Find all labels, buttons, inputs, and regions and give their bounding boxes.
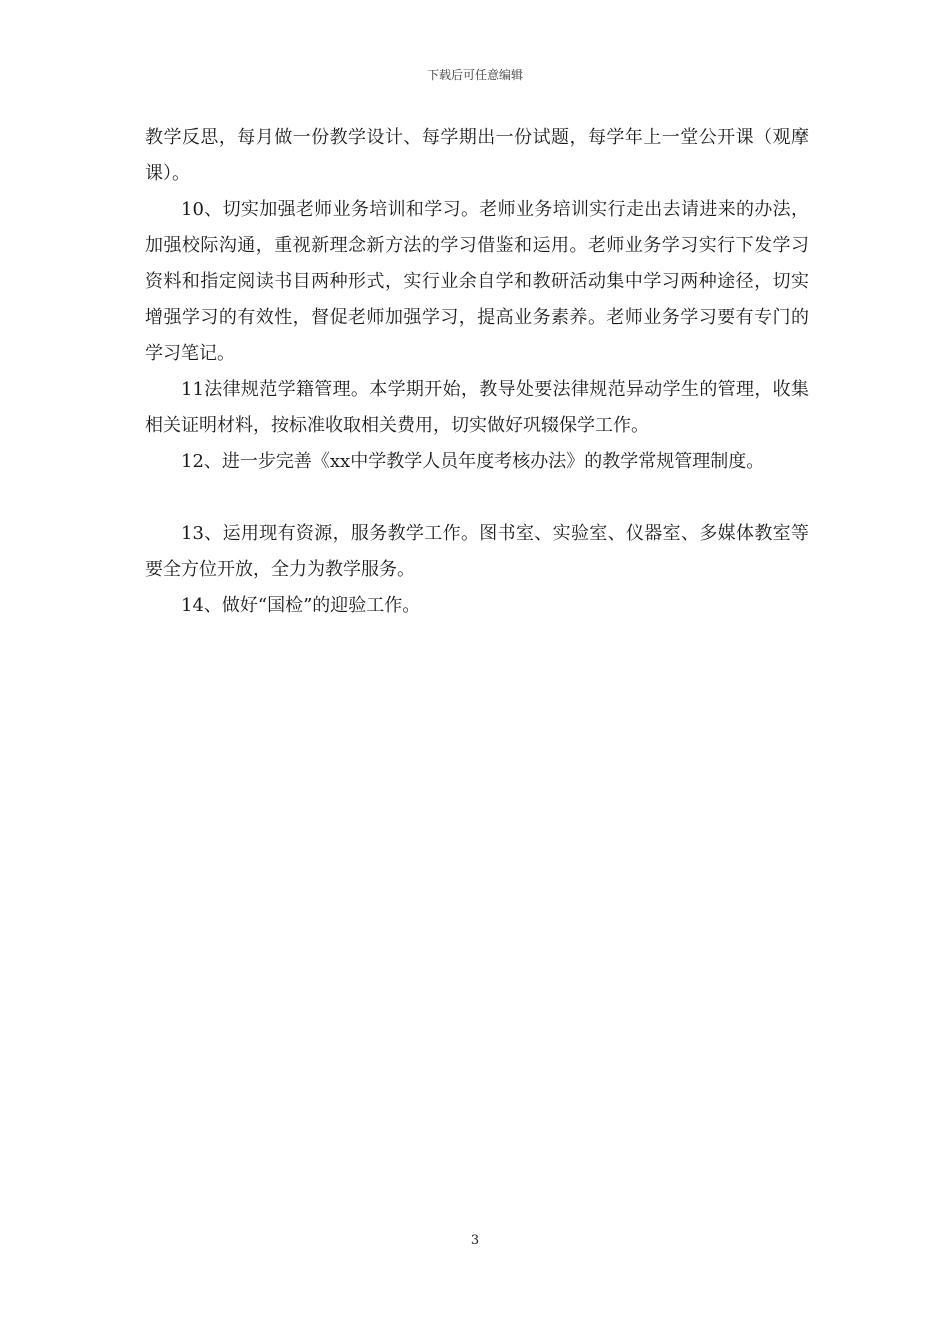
paragraph-item-10: 10、切实加强老师业务培训和学习。老师业务培训实行走出去请进来的办法，加强校际沟通，重视新理念新方法的学习借鉴和运用。老师业务学习实行下发学习资料和指定阅读书目两种形式，实行业余自学和教研活动集中学习两种途径，切实增强学习的有效性，督促老师加强学习，提高业务素养。老师业务学习要有专门的学习笔记。: [145, 199, 809, 364]
paragraph-item-12: 12、进一步完善《xx中学教学人员年度考核办法》的教学常规管理制度。: [181, 451, 765, 472]
paragraph-item-14: 14、做好“国检”的迎验工作。: [181, 595, 421, 616]
page-number: 3: [470, 1233, 480, 1248]
paragraph-item-11: 11法律规范学籍管理。本学期开始，教导处要法律规范异动学生的管理，收集相关证明材料，按标准收取相关费用，切实做好巩辍保学工作。: [145, 379, 809, 436]
paragraph-continuation: 教学反思，每月做一份教学设计、每学期出一份试题，每学年上一堂公开课（观摩课）。: [145, 127, 809, 184]
page-header: 下载后可任意编辑: [426, 68, 523, 82]
paragraph-item-13: 13、运用现有资源，服务教学工作。图书室、实验室、仪器室、多媒体教室等要全方位开放，全力为教学服务。: [145, 523, 809, 580]
document-body: [145, 120, 809, 624]
